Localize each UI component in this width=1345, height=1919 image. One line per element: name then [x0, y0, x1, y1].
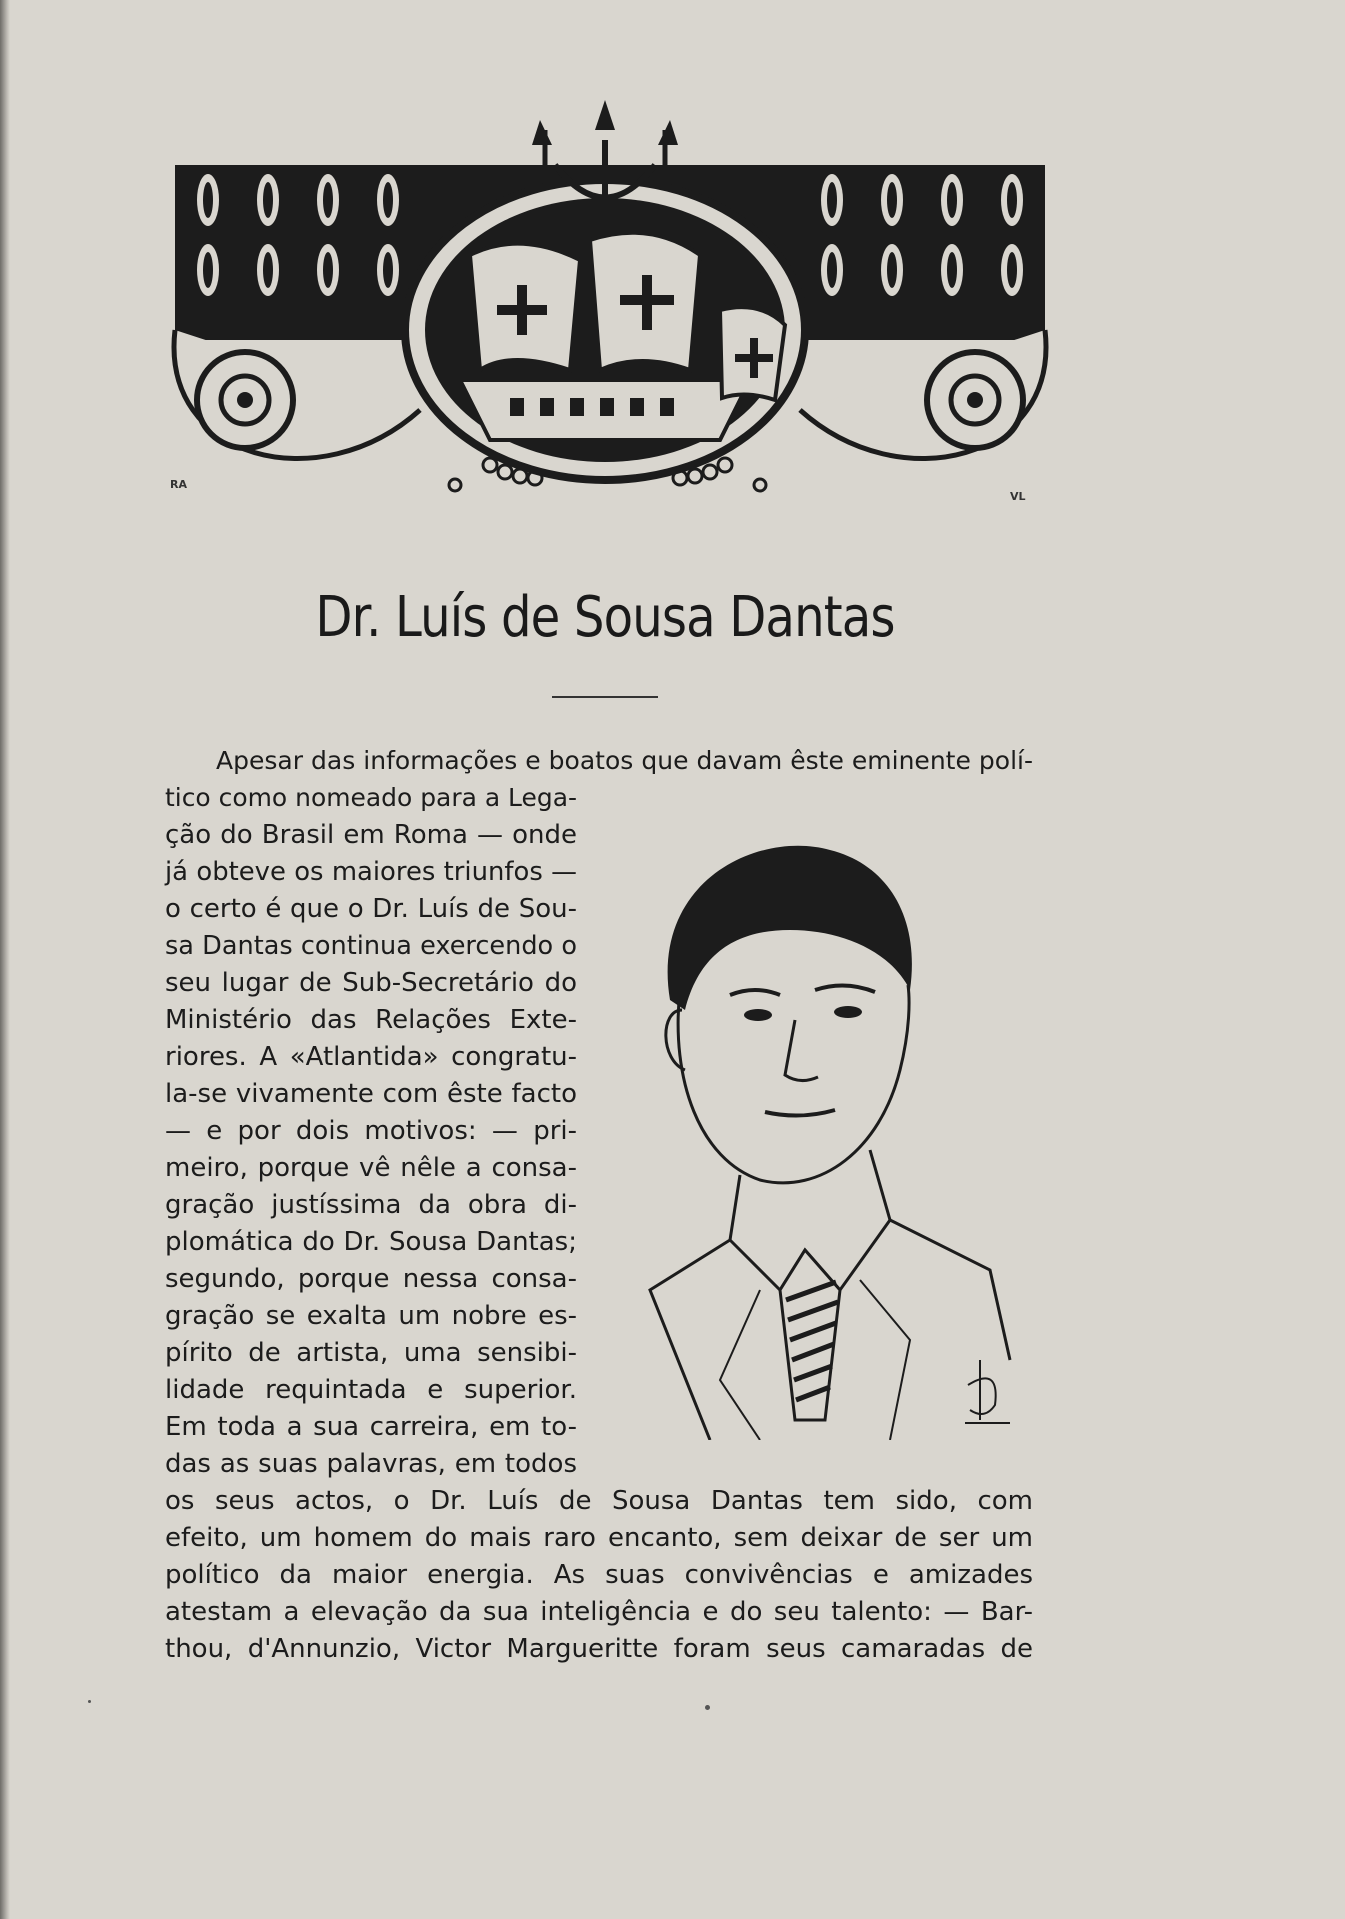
- text-line: gração se exalta um nobre es-: [165, 1301, 577, 1331]
- text-line: riores. A «Atlantida» congratu-: [165, 1042, 577, 1072]
- text-line: o certo é que o Dr. Luís de Sou-: [165, 894, 577, 924]
- text-line: ção do Brasil em Roma — onde: [165, 820, 577, 850]
- page-edge-shadow: [0, 0, 10, 1919]
- title-divider: [552, 696, 658, 698]
- portrait-drawing-svg: [590, 820, 1040, 1440]
- text-line: plomática do Dr. Sousa Dantas;: [165, 1227, 577, 1257]
- paper-speck: [705, 1705, 710, 1710]
- text-line: segundo, porque nessa consa-: [165, 1264, 577, 1294]
- text-line: — e por dois motivos: — pri-: [165, 1116, 577, 1146]
- portrait-illustration: [590, 820, 1040, 1440]
- text-line: das as suas palavras, em todos: [165, 1449, 577, 1479]
- text-line: político da maior energia. As suas convivências e amizades: [165, 1560, 1033, 1590]
- text-line: thou, d'Annunzio, Victor Margueritte foram seus camaradas de: [165, 1634, 1033, 1664]
- text-line: meiro, porque vê nêle a consa-: [165, 1153, 577, 1183]
- paper-speck: [88, 1700, 91, 1703]
- text-line: seu lugar de Sub-Secretário do: [165, 968, 577, 998]
- text-line: Ministério das Relações Exte-: [165, 1005, 577, 1035]
- artist-mark-right: VL: [1010, 490, 1026, 503]
- caravel-header-illustration: [160, 80, 1060, 520]
- text-line: já obteve os maiores triunfos —: [165, 857, 577, 887]
- text-line: la-se vivamente com êste facto: [165, 1079, 577, 1109]
- text-line: atestam a elevação da sua inteligência e do seu talento: — Bar-: [165, 1597, 1033, 1627]
- text-line: lidade requintada e superior.: [165, 1375, 577, 1405]
- artist-mark-left: RA: [170, 478, 187, 491]
- text-line: tico como nomeado para a Lega-: [165, 783, 577, 812]
- text-line: gração justíssima da obra di-: [165, 1190, 577, 1220]
- text-line: Em toda a sua carreira, em to-: [165, 1412, 577, 1442]
- caravel-ornament-svg: [160, 80, 1060, 520]
- text-line: Apesar das informações e boatos que davam êste eminente polí-: [216, 746, 1033, 775]
- article-title: Dr. Luís de Sousa Dantas: [315, 585, 895, 650]
- text-line: efeito, um homem do mais raro encanto, sem deixar de ser um: [165, 1523, 1033, 1553]
- text-line: os seus actos, o Dr. Luís de Sousa Dantas tem sido, com: [165, 1486, 1033, 1516]
- text-line: sa Dantas continua exercendo o: [165, 931, 577, 961]
- text-line: pírito de artista, uma sensibi-: [165, 1338, 577, 1368]
